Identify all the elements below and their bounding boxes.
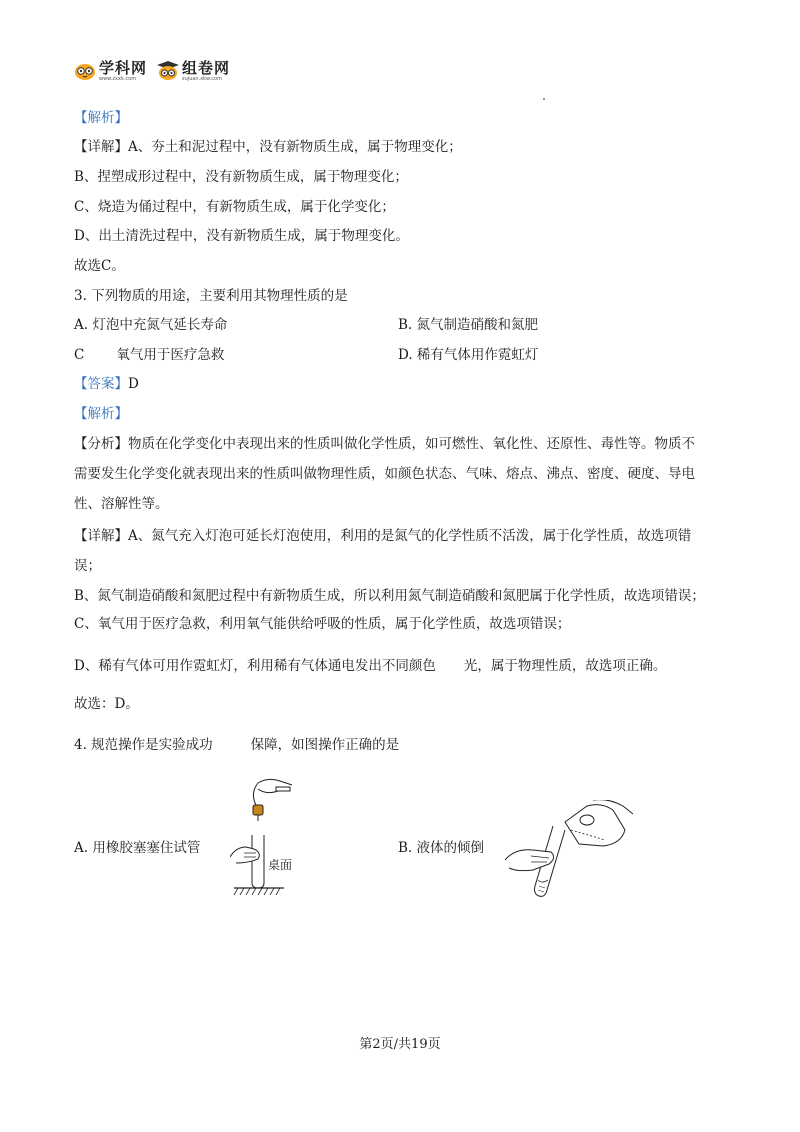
fenxi-tag: 【分析】 bbox=[74, 436, 128, 452]
fenxi-text: 物质在化学变化中表现出来的性质叫做化学性质，如可燃性、氧化性、还原性、毒性等。物质不 bbox=[128, 436, 695, 452]
logo-zxxk[interactable] bbox=[74, 60, 147, 82]
figure-liquid-pouring bbox=[505, 800, 635, 900]
figure-label-desk: 桌面 bbox=[268, 858, 293, 872]
figure-stopper-test-tube bbox=[230, 775, 300, 900]
logo-zujuan[interactable] bbox=[157, 60, 230, 82]
answer-line bbox=[74, 374, 139, 394]
option-d: D. 稀有气体用作霓虹灯 bbox=[398, 347, 539, 363]
decorative-dot bbox=[543, 98, 545, 100]
detail-line bbox=[74, 526, 691, 546]
page-footer: 第2页/共19页 bbox=[359, 1037, 441, 1052]
option-a: A. 用橡胶塞塞住试管 bbox=[74, 840, 201, 856]
option-text: 氧气用于医疗急救 bbox=[116, 347, 225, 363]
analysis-line: 性、溶解性等。 bbox=[74, 496, 169, 512]
logo-title: 组卷网 bbox=[182, 59, 231, 77]
analysis-tag: 【解析】 bbox=[74, 406, 128, 422]
analysis-line: 需要发生化学变化就表现出来的性质叫做物理性质，如颜色状态、气味、熔点、沸点、密度、硬度、导电 bbox=[74, 466, 695, 482]
answer-value: D bbox=[128, 376, 139, 392]
option-b: B. 液体的倾倒 bbox=[398, 840, 485, 856]
analysis-line bbox=[74, 434, 695, 454]
detail-line bbox=[74, 137, 462, 157]
detail-text: 光，属于物理性质，故选项正确。 bbox=[463, 658, 667, 674]
question-stem: 3. 下列物质的用途，主要利用其物理性质的是 bbox=[74, 288, 348, 304]
detail-line: C、烧造为俑过程中，有新物质生成，属于化学变化； bbox=[74, 199, 395, 215]
detail-tag: 【详解】 bbox=[74, 528, 128, 544]
detail-line: 误； bbox=[74, 558, 101, 574]
stem-text: 4. 规范操作是实验成功 bbox=[74, 737, 213, 753]
detail-line: B、氮气制造硝酸和氮肥过程中有新物质生成，所以利用氮气制造硝酸和氮肥属于化学性质，故选项错误； bbox=[74, 588, 705, 604]
detail-line: C、氧气用于医疗急救，利用氧气能供给呼吸的性质，属于化学性质，故选项错误； bbox=[74, 616, 571, 632]
option-letter: C bbox=[74, 347, 85, 363]
option-b: B. 氮气制造硝酸和氮肥 bbox=[398, 317, 539, 333]
answer-tag: 【答案】 bbox=[74, 376, 128, 392]
question-stem bbox=[74, 735, 399, 755]
logo-title: 学科网 bbox=[99, 59, 148, 77]
option-c bbox=[74, 345, 224, 365]
detail-line bbox=[74, 656, 666, 676]
logo-subtitle: zujuan.xkw.com bbox=[182, 76, 222, 82]
stem-text: 保障，如图操作正确的是 bbox=[250, 737, 400, 753]
detail-text: A、氮气充入灯泡可延长灯泡使用，利用的是氮气的化学性质不活泼，属于化学性质，故选项错 bbox=[128, 528, 692, 544]
owl-mascot-icon bbox=[74, 61, 96, 81]
logo-subtitle: www.zxxk.com bbox=[99, 76, 137, 82]
detail-text: A、夯土和泥过程中，没有新物质生成，属于物理变化； bbox=[128, 139, 462, 155]
detail-line: D、出土清洗过程中，没有新物质生成，属于物理变化。 bbox=[74, 228, 409, 244]
detail-line: B、捏塑成形过程中，没有新物质生成，属于物理变化； bbox=[74, 169, 408, 185]
owl-mascot-graduation-cap-icon bbox=[157, 61, 179, 81]
choice-line: 故选：D。 bbox=[74, 696, 139, 712]
analysis-tag: 【解析】 bbox=[74, 110, 128, 126]
detail-tag: 【详解】 bbox=[74, 139, 128, 155]
header-logos bbox=[74, 60, 230, 82]
option-a: A. 灯泡中充氮气延长寿命 bbox=[74, 317, 228, 333]
detail-text: D、稀有气体可用作霓虹灯，利用稀有气体通电发出不同颜色 bbox=[74, 658, 436, 674]
choice-line: 故选C。 bbox=[74, 258, 125, 274]
